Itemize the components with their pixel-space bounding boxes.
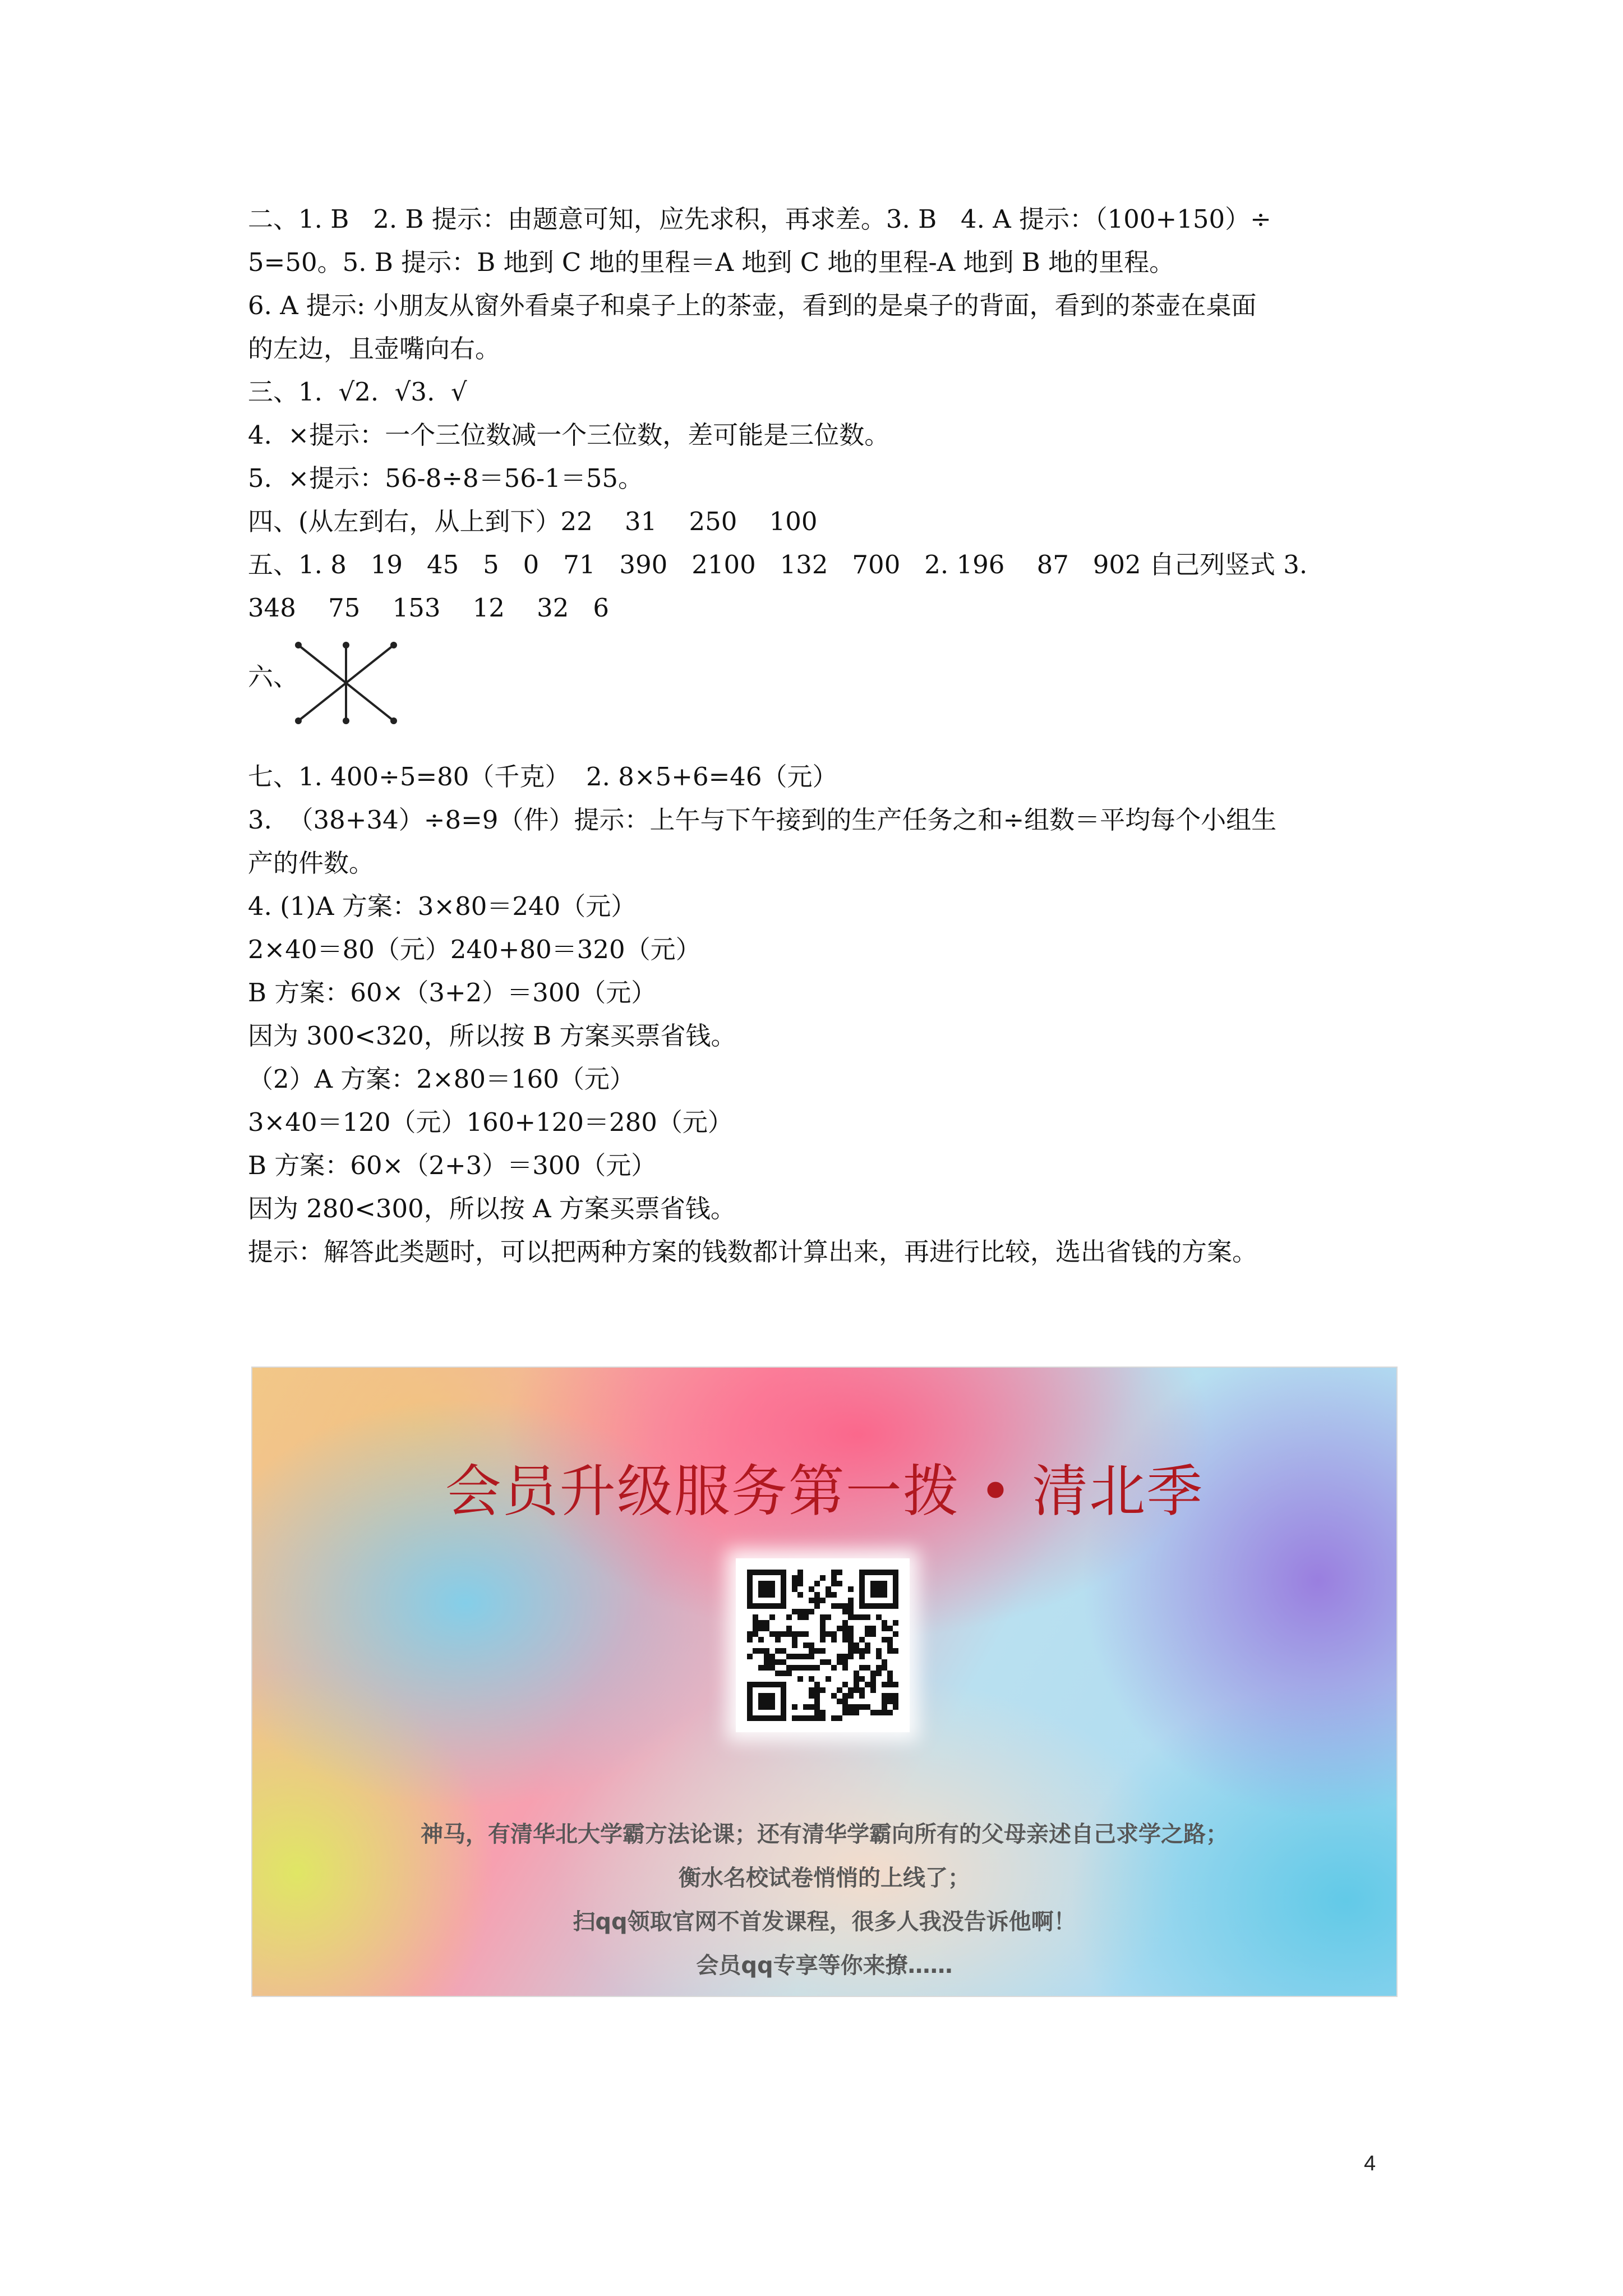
answer-line: 4. ×提示：一个三位数减一个三位数，差可能是三位数。 xyxy=(248,420,890,450)
answer-line: 因为 300<320，所以按 B 方案买票省钱。 xyxy=(248,1021,736,1051)
qr-code-icon xyxy=(747,1570,898,1721)
answer-section-2 xyxy=(248,755,1392,1273)
answer-line: 5=50。5. B 提示：B 地到 C 地的里程＝A 地到 C 地的里程-A 地到 B 地的里程。 xyxy=(248,247,1175,277)
answer-line: B 方案：60×（3+2）＝300（元） xyxy=(248,978,657,1007)
banner-line: 扫qq领取官网不首发课程，很多人我没告诉他啊！ xyxy=(573,1909,1076,1935)
answer-line: 三、1. √2. √3. √ xyxy=(248,377,467,407)
answer-line: 五、1. 8 19 45 5 0 71 390 2100 132 700 2. 196 87 902 自己列竖式 3. xyxy=(248,550,1308,579)
answer-line: B 方案：60×（2+3）＝300（元） xyxy=(248,1151,657,1180)
banner-line: 神马，有清华北大学霸方法论课；还有清华学霸向所有的父母亲述自己求学之路； xyxy=(421,1821,1228,1847)
page-number: 4 xyxy=(1364,2152,1376,2175)
answer-line: 因为 280<300，所以按 A 方案买票省钱。 xyxy=(248,1194,736,1223)
banner-line: 衡水名校试卷悄悄的上线了； xyxy=(679,1865,970,1891)
answer-line: 2×40＝80（元）240+80＝320（元） xyxy=(248,935,701,964)
answer-line: 提示：解答此类题时，可以把两种方案的钱数都计算出来，再进行比较，选出省钱的方案。 xyxy=(248,1237,1258,1267)
answer-line: 5. ×提示：56-8÷8＝56-1＝55。 xyxy=(248,463,644,493)
matching-lines-diagram xyxy=(287,639,411,729)
qr-code[interactable] xyxy=(736,1558,910,1732)
answer-section-1 xyxy=(248,197,1392,629)
answer-line: （2）A 方案：2×80＝160（元） xyxy=(248,1064,635,1094)
answer-line: 3×40＝120（元）160+120＝280（元） xyxy=(248,1107,733,1137)
promo-banner[interactable] xyxy=(251,1366,1398,1997)
answer-line: 3. （38+34）÷8=9（件）提示：上午与下午接到的生产任务之和÷组数＝平均每个小组生 xyxy=(248,805,1277,835)
answer-line: 348 75 153 12 32 6 xyxy=(248,593,609,623)
banner-title: 会员升级服务第一拨 • 清北季 xyxy=(445,1458,1204,1524)
answer-line: 二、1. B 2. B 提示：由题意可知，应先求积，再求差。3. B 4. A 提示：（100+150）÷ xyxy=(248,204,1271,234)
answer-line: 四、(从左到右，从上到下）22 31 250 100 xyxy=(248,507,818,536)
answer-line: 6. A 提示: 小朋友从窗外看桌子和桌子上的茶壶，看到的是桌子的背面，看到的茶壶在桌面 xyxy=(248,291,1257,320)
answer-line: 的左边，且壶嘴向右。 xyxy=(248,334,501,364)
answer-line: 七、1. 400÷5=80（千克） 2. 8×5+6=46（元） xyxy=(248,762,838,792)
answer-line: 产的件数。 xyxy=(248,848,375,878)
matching-figure xyxy=(248,639,472,735)
answer-line: 4. (1)A 方案：3×80＝240（元） xyxy=(248,891,637,921)
banner-line: 会员qq专享等你来撩…… xyxy=(696,1953,953,1978)
figure-label: 六、 xyxy=(248,662,299,692)
